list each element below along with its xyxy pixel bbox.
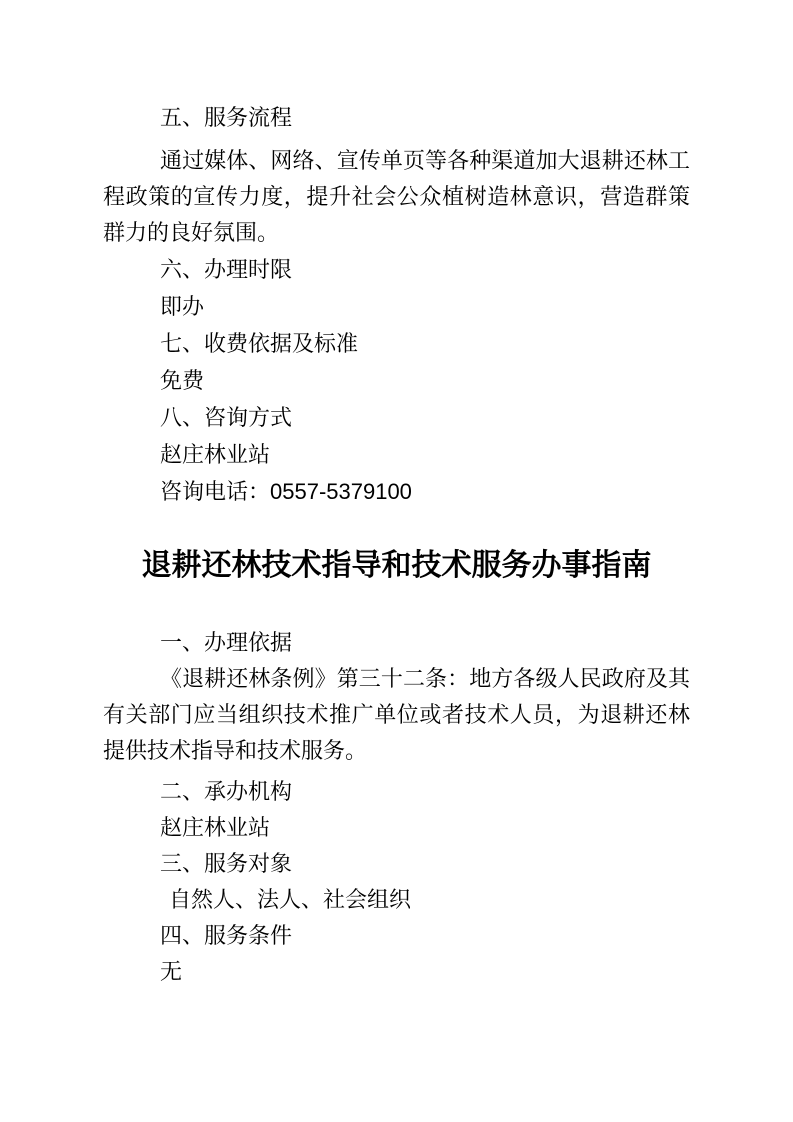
heading-service-condition: 四、服务条件 bbox=[160, 923, 293, 948]
heading-fee-basis: 七、收费依据及标准 bbox=[160, 331, 359, 356]
value-processing-time: 即办 bbox=[160, 294, 205, 319]
paragraph-line: 《退耕还林条例》第三十二条：地方各级人民政府及其 bbox=[160, 666, 690, 691]
paragraph-line: 群力的良好氛围。 bbox=[103, 220, 280, 245]
service-condition: 无 bbox=[160, 959, 183, 984]
paragraph-line: 程政策的宣传力度，提升社会公众植树造林意识，营造群策 bbox=[103, 184, 690, 209]
heading-processing-time: 六、办理时限 bbox=[160, 257, 293, 282]
heading-consultation: 八、咨询方式 bbox=[160, 405, 293, 430]
guide-title: 退耕还林技术指导和技术服务办事指南 bbox=[141, 549, 652, 582]
consultation-org: 赵庄林业站 bbox=[160, 442, 271, 467]
heading-legal-basis: 一、办理依据 bbox=[160, 630, 293, 655]
heading-agency: 二、承办机构 bbox=[160, 779, 293, 804]
consultation-phone: 咨询电话：0557-5379100 bbox=[160, 479, 412, 504]
service-target: 自然人、法人、社会组织 bbox=[169, 887, 412, 912]
value-fee: 免费 bbox=[160, 368, 205, 393]
heading-service-target: 三、服务对象 bbox=[160, 851, 293, 876]
heading-service-process: 五、服务流程 bbox=[160, 105, 293, 130]
paragraph-line: 通过媒体、网络、宣传单页等各种渠道加大退耕还林工 bbox=[160, 148, 690, 173]
agency-name: 赵庄林业站 bbox=[160, 815, 271, 840]
paragraph-line: 有关部门应当组织技术推广单位或者技术人员，为退耕还林 bbox=[103, 702, 690, 727]
paragraph-line: 提供技术指导和技术服务。 bbox=[103, 738, 368, 763]
